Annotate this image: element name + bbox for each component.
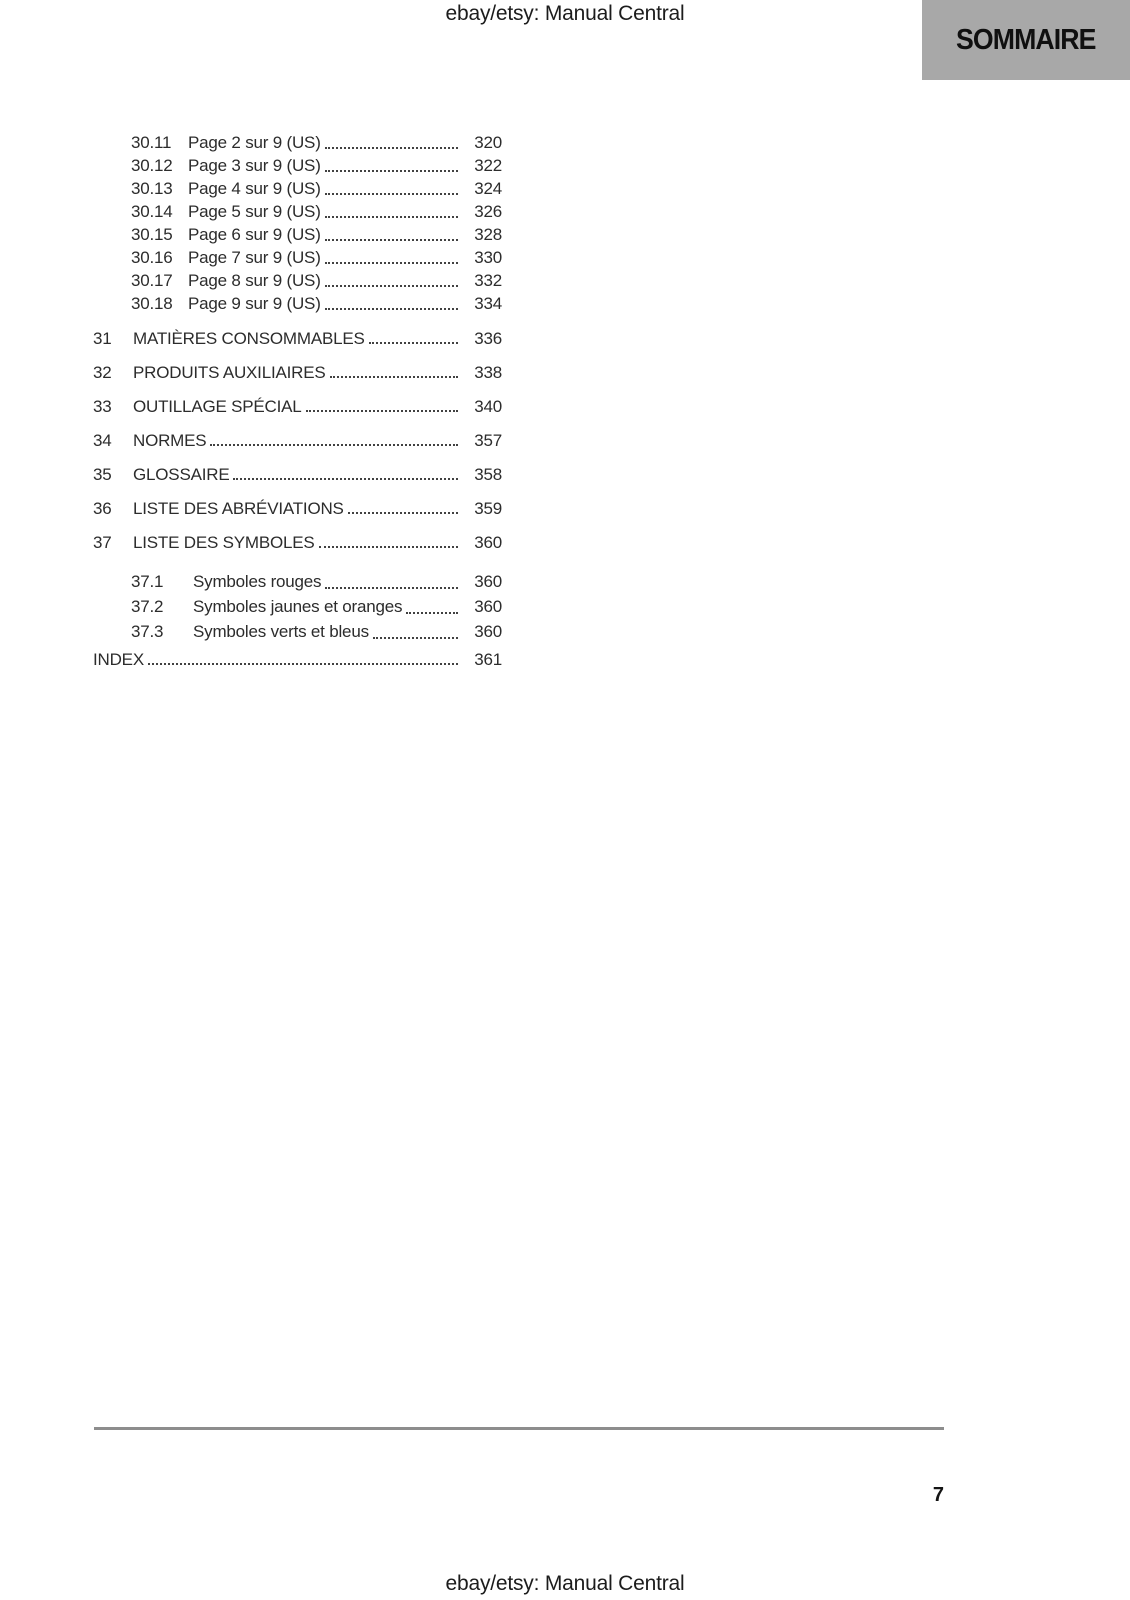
toc-list <box>93 131 502 670</box>
toc-entry-title: OUTILLAGE SPÉCIAL <box>133 397 302 416</box>
toc-leader-dots <box>325 147 458 149</box>
toc-leader-dots <box>330 376 459 378</box>
toc-leader-dots <box>373 637 458 639</box>
toc-entry <box>93 292 502 315</box>
toc-entry-page: 326 <box>474 202 502 221</box>
toc-entry-page: 322 <box>474 156 502 175</box>
toc-entry-number: 30.15 <box>131 225 173 244</box>
toc-entry-number: 37.2 <box>131 597 164 616</box>
toc-entry-number: 35 <box>93 465 112 484</box>
footer-rule <box>94 1427 944 1430</box>
toc-entry <box>93 650 502 670</box>
toc-entry <box>93 269 502 292</box>
toc-entry-number: 30.11 <box>131 133 172 152</box>
toc-leader-dots <box>325 285 458 287</box>
toc-leader-dots <box>325 170 458 172</box>
sommaire-label: SOMMAIRE <box>956 23 1096 56</box>
toc-leader-dots <box>325 308 458 310</box>
toc-leader-dots <box>369 342 458 344</box>
toc-entry <box>93 397 502 417</box>
toc-entry-page: 334 <box>474 294 502 313</box>
header-title: ebay/etsy: Manual Central <box>445 2 685 25</box>
toc-entry-number: 34 <box>93 431 112 450</box>
toc-leader-dots <box>148 663 458 665</box>
toc-entry-page: 360 <box>474 572 502 591</box>
toc-leader-dots <box>319 546 458 548</box>
toc-entry-page: 359 <box>474 499 502 518</box>
toc-entry-title: Symboles jaunes et oranges <box>193 597 403 616</box>
toc-entry <box>93 131 502 154</box>
toc-entry-number: 31 <box>93 329 112 348</box>
toc-entry-title: Page 2 sur 9 (US) <box>188 133 321 152</box>
toc-entry-page: 336 <box>474 329 502 348</box>
toc-entry <box>93 431 502 451</box>
toc-entry-page: 338 <box>474 363 502 382</box>
toc-entry-page: 358 <box>474 465 502 484</box>
toc-entry-title: NORMES <box>133 431 207 450</box>
toc-entry-page: 340 <box>474 397 502 416</box>
toc-entry <box>93 465 502 485</box>
toc-entry-page: 324 <box>474 179 502 198</box>
toc-entry-page: 357 <box>474 431 502 450</box>
toc-entry-title: Page 9 sur 9 (US) <box>188 294 321 313</box>
toc-entry <box>93 154 502 177</box>
toc-leader-dots <box>325 193 458 195</box>
toc-entry-number: 32 <box>93 363 112 382</box>
toc-leader-dots <box>348 512 458 514</box>
toc-entry <box>93 499 502 519</box>
toc-entry-number: 37.3 <box>131 622 164 641</box>
toc-entry-number: 30.17 <box>131 271 173 290</box>
toc-entry-title: MATIÈRES CONSOMMABLES <box>133 329 365 348</box>
toc-entry-title: PRODUITS AUXILIAIRES <box>133 363 326 382</box>
toc-entry-number: 30.18 <box>131 294 173 313</box>
toc-entry-title: GLOSSAIRE <box>133 465 230 484</box>
toc-entry-page: 360 <box>474 622 502 641</box>
toc-entry-title: LISTE DES SYMBOLES <box>133 533 315 552</box>
toc-entry <box>93 200 502 223</box>
toc-entry <box>93 619 502 644</box>
toc-entry-title: Symboles verts et bleus <box>193 622 369 641</box>
toc-entry-number: 36 <box>93 499 112 518</box>
toc-leader-dots <box>325 587 458 589</box>
toc-entry-number: 37 <box>93 533 112 552</box>
footer-title: ebay/etsy: Manual Central <box>445 1572 685 1595</box>
toc-entry-title: LISTE DES ABRÉVIATIONS <box>133 499 344 518</box>
toc-leader-dots <box>233 478 458 480</box>
toc-entry-title: Page 6 sur 9 (US) <box>188 225 321 244</box>
toc-entry-page: 332 <box>474 271 502 290</box>
toc-entry <box>93 223 502 246</box>
toc-entry <box>93 533 502 553</box>
toc-entry-number: 30.13 <box>131 179 173 198</box>
toc-entry <box>93 177 502 200</box>
toc-entry-page: 328 <box>474 225 502 244</box>
toc-leader-dots <box>325 216 458 218</box>
toc-entry <box>93 246 502 269</box>
page-number: 7 <box>932 1484 944 1506</box>
toc-entry-title: Page 4 sur 9 (US) <box>188 179 321 198</box>
toc-entry-number: 30.12 <box>131 156 173 175</box>
toc-leader-dots <box>325 239 458 241</box>
toc-leader-dots <box>210 444 458 446</box>
toc-leader-dots <box>306 410 458 412</box>
toc-entry-number: 37.1 <box>131 572 164 591</box>
toc-entry-title: Page 7 sur 9 (US) <box>188 248 321 267</box>
toc-entry-title: INDEX <box>93 650 144 669</box>
toc-entry-page: 320 <box>474 133 502 152</box>
toc-entry-page: 360 <box>474 597 502 616</box>
sommaire-box <box>922 0 1130 80</box>
toc-entry <box>93 594 502 619</box>
toc-entry <box>93 363 502 383</box>
toc-entry <box>93 569 502 594</box>
toc-entry-number: 33 <box>93 397 112 416</box>
toc-entry-number: 30.14 <box>131 202 173 221</box>
toc-leader-dots <box>406 612 458 614</box>
toc-entry-page: 330 <box>474 248 502 267</box>
toc-entry-number: 30.16 <box>131 248 173 267</box>
toc-entry-title: Page 8 sur 9 (US) <box>188 271 321 290</box>
toc-leader-dots <box>325 262 458 264</box>
toc-entry-page: 360 <box>474 533 502 552</box>
toc-entry-title: Page 3 sur 9 (US) <box>188 156 321 175</box>
toc-entry-title: Page 5 sur 9 (US) <box>188 202 321 221</box>
toc-entry <box>93 329 502 349</box>
toc-entry-page: 361 <box>474 650 502 669</box>
toc-entry-title: Symboles rouges <box>193 572 322 591</box>
